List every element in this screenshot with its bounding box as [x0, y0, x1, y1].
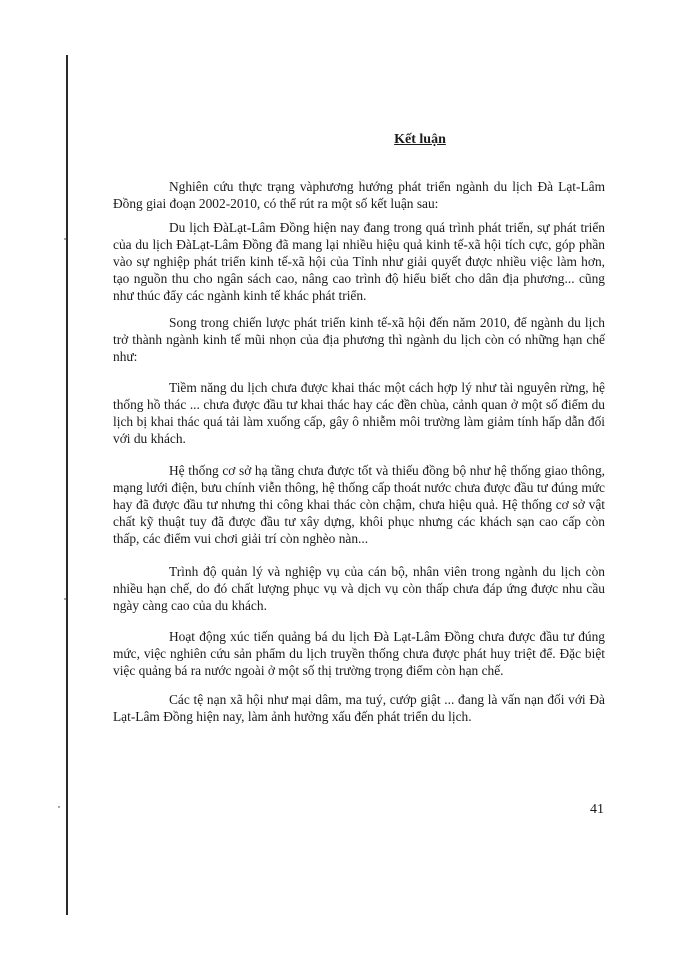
scan-speck [64, 598, 66, 600]
paragraph-tourism-development: Du lịch ĐàLạt-Lâm Đồng hiện nay đang trong quá trình phát triển, sự phát triển của du lịch ĐàLạt-Lâm Đồng đã mang lại nhiều hiệu quả kinh tế-xã hội tích cực, góp phần vào sự nghiệp phát triển kinh tế-xã hội của Tỉnh như giải quyết được nhiều việc làm hơn, tạo nguồn thu cho ngân sách cao, nâng cao trình độ hiểu biết cho dân địa phương... cũng như thúc đẩy các ngành kinh tế khác phát triển. [113, 220, 605, 303]
body-text [113, 178, 605, 725]
paragraph-limitations-intro: Song trong chiến lược phát triển kinh tế-xã hội đến năm 2010, để ngành du lịch trở thành ngành kinh tế mũi nhọn của địa phương thì ngành du lịch còn có những hạn chế như: [113, 315, 605, 364]
page-number: 41 [590, 802, 604, 817]
section-title: Kết luận [394, 132, 446, 147]
scan-speck [58, 806, 60, 808]
paragraph-promotion: Hoạt động xúc tiến quảng bá du lịch Đà Lạt-Lâm Đồng chưa được đầu tư đúng mức, việc nghiên cứu sản phẩm du lịch truyền thống chưa được phát huy triệt để. Đặc biệt việc quảng bá ra nước ngoài ở một số thị trường trọng điểm còn hạn chế. [113, 629, 605, 678]
paragraph-staff-qualification: Trình độ quản lý và nghiệp vụ của cán bộ, nhân viên trong ngành du lịch còn nhiều hạn chế, do đó chất lượng phục vụ và dịch vụ còn thấp chưa đáp ứng được nhu cầu ngày càng cao của du khách. [113, 564, 605, 613]
paragraph-tourism-potential: Tiềm năng du lịch chưa được khai thác một cách hợp lý như tài nguyên rừng, hệ thống hồ thác ... chưa được đầu tư khai thác hay các đền chùa, cảnh quan ở một số điểm du lịch bị khai thác quá tải làm xuống cấp, gây ô nhiễm môi trường làm giảm tính hấp dẫn đối với du khách. [113, 380, 605, 446]
scan-speck [64, 238, 66, 240]
paragraph-social-issues: Các tệ nạn xã hội như mại dâm, ma tuý, cướp giật ... đang là vấn nạn đối với Đà Lạt-Lâm Đồng hiện nay, làm ảnh hưởng xấu đến phát triển du lịch. [113, 692, 605, 724]
paragraph-intro: Nghiên cứu thực trạng vàphương hướng phát triển ngành du lịch Đà Lạt-Lâm Đồng giai đoạn 2002-2010, có thể rút ra một số kết luận sau: [113, 179, 605, 211]
binding-margin-line [66, 55, 68, 915]
paragraph-infrastructure: Hệ thống cơ sở hạ tầng chưa được tốt và thiếu đồng bộ như hệ thống giao thông, mạng lưới điện, bưu chính viễn thông, hệ thống cấp thoát nước chưa được đầu tư đúng mức hay đã được đầu tư nhưng thi công khai thác còn chậm, chưa hiệu quả. Hệ thống cơ sở vật chất kỹ thuật tuy đã được đầu tư xây dựng, khôi phục nhưng các khách sạn cao cấp còn thấp, các điểm vui chơi giải trí còn nghèo nàn... [113, 463, 605, 546]
